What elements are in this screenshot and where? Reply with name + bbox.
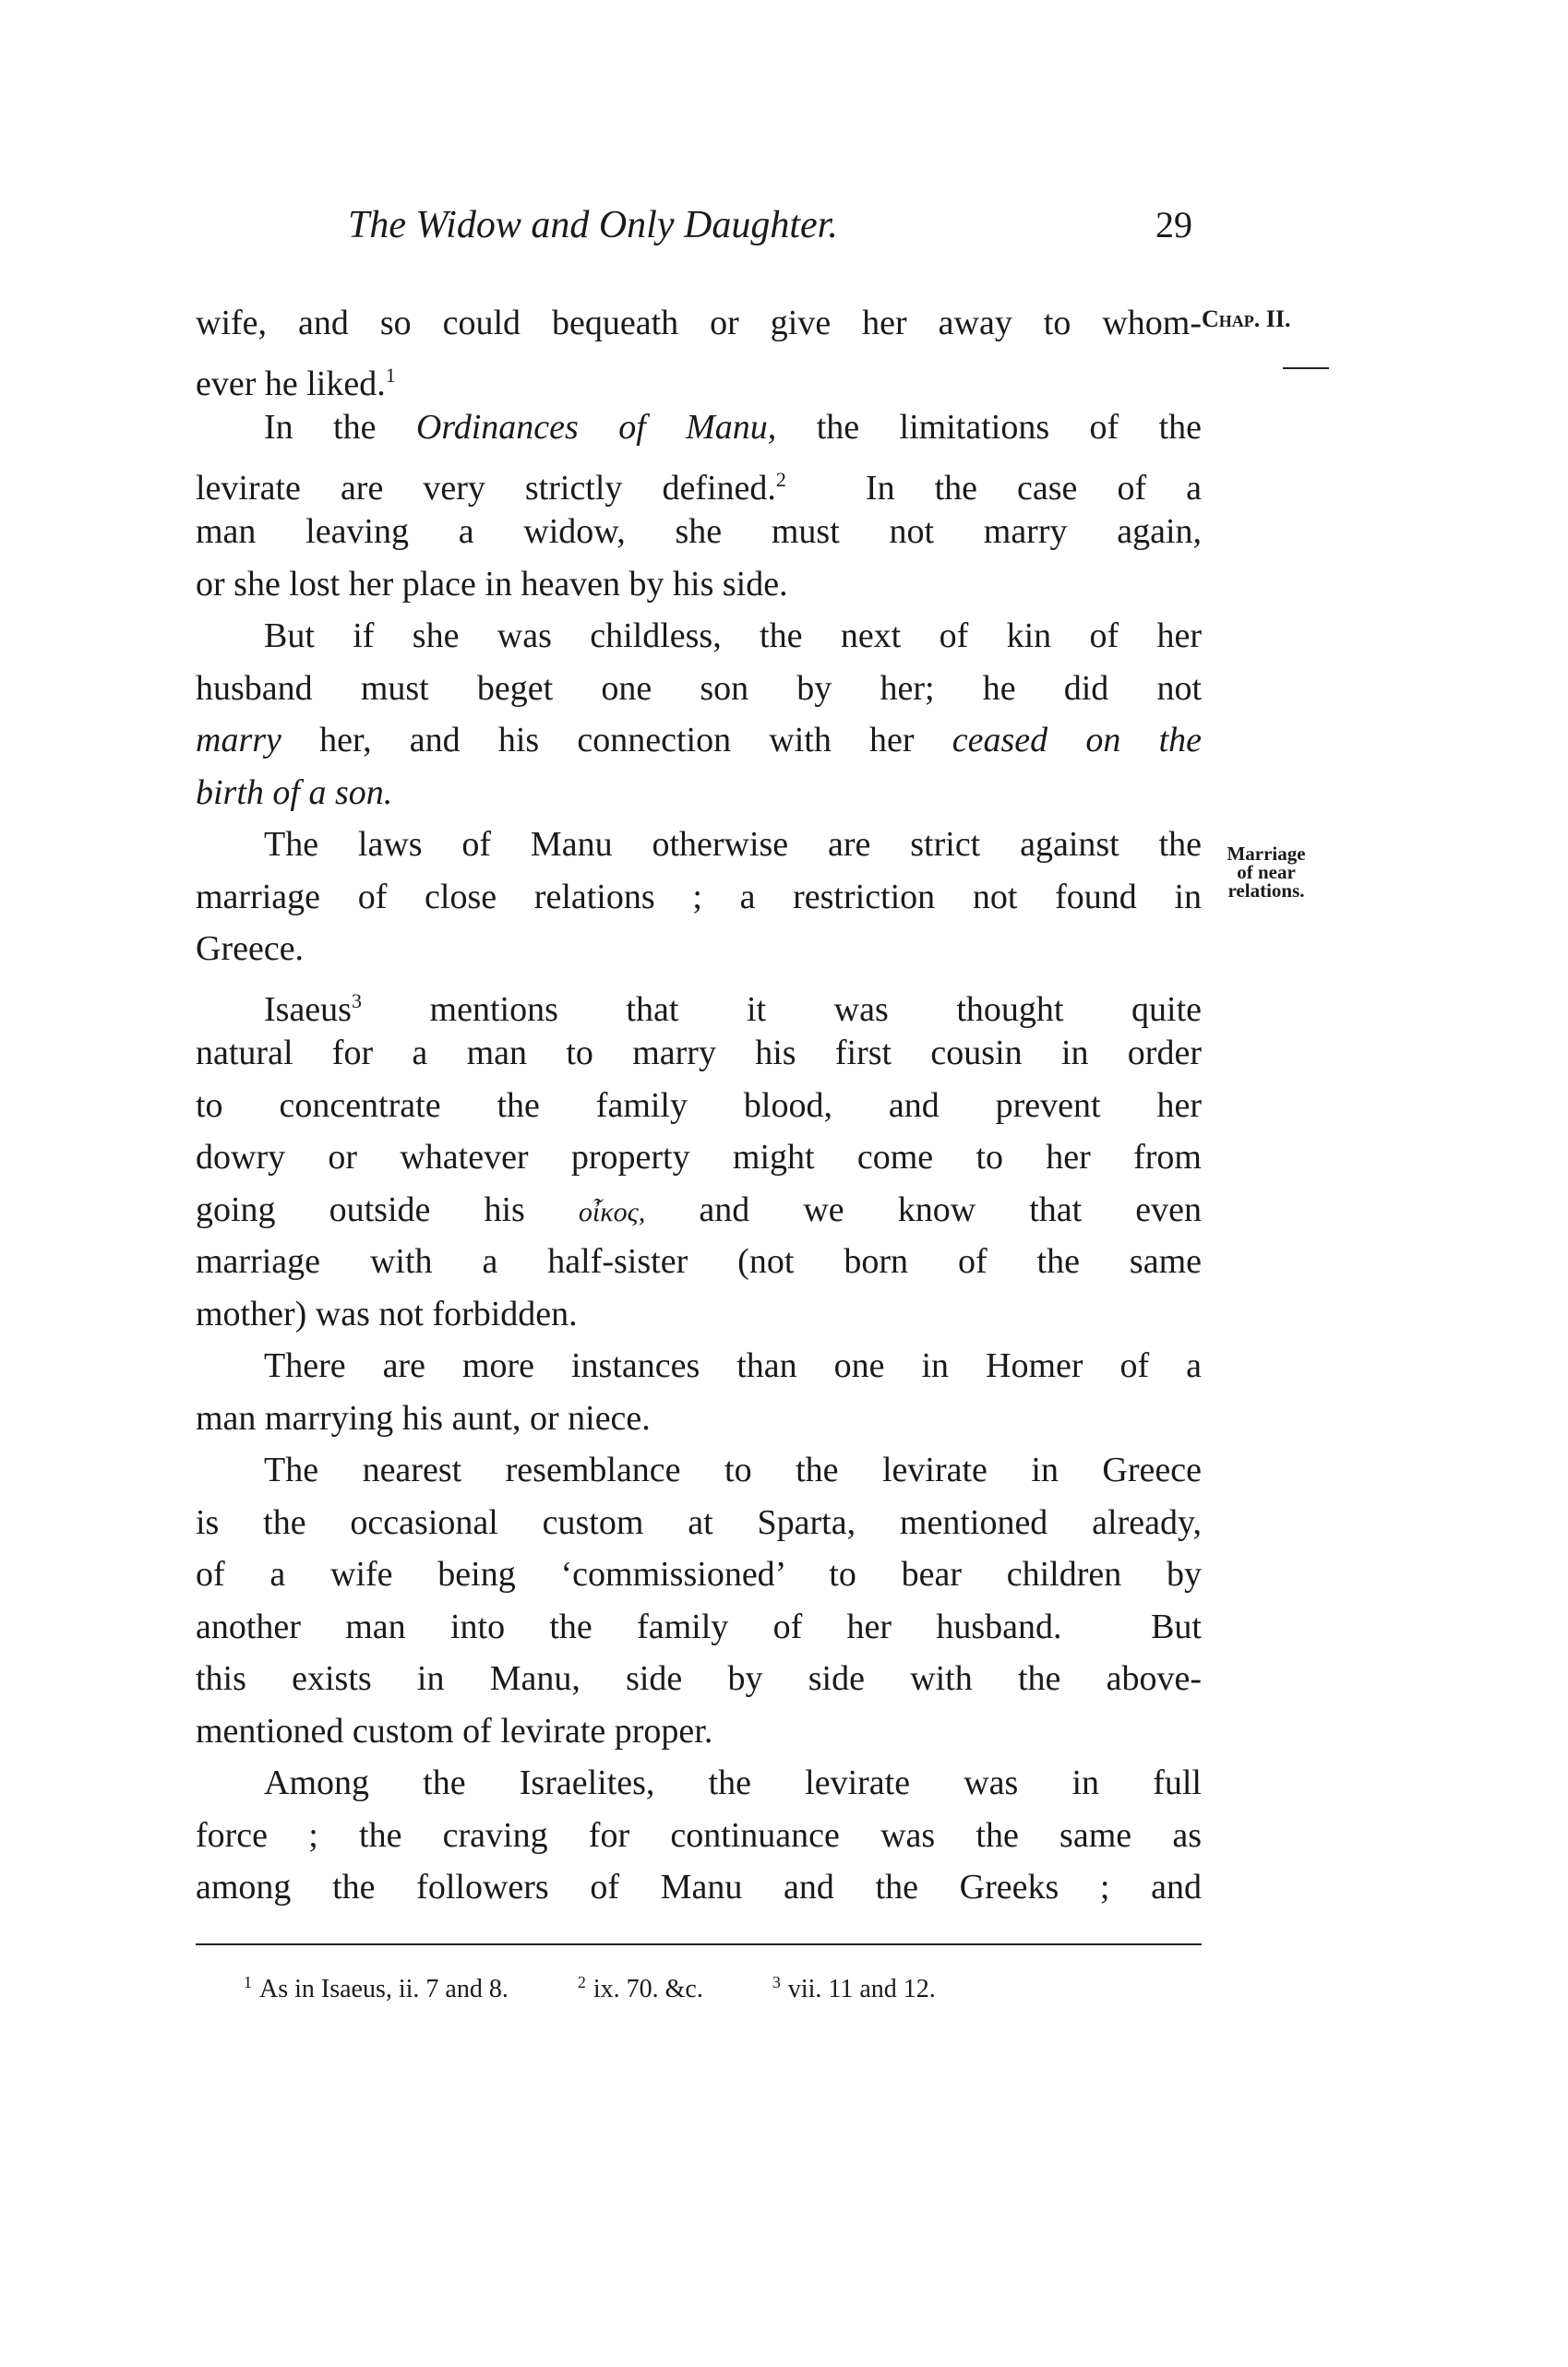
text-segment: mother) was not forbidden. bbox=[196, 1294, 578, 1333]
text-line bbox=[196, 1653, 1202, 1705]
footnote-rule bbox=[196, 1943, 1202, 1945]
footnote-text: ix. 70. &c. bbox=[592, 1975, 703, 2003]
footnotes bbox=[244, 1973, 999, 2004]
text-line bbox=[196, 767, 1202, 819]
text-line bbox=[196, 1027, 1202, 1080]
text-line bbox=[196, 714, 1202, 767]
text-line bbox=[196, 350, 1202, 402]
text-segment: οἶκος, bbox=[578, 1196, 646, 1227]
text-line bbox=[196, 819, 1202, 871]
text-segment: ceased on the bbox=[952, 721, 1202, 759]
text-line bbox=[196, 1288, 1202, 1341]
text-segment: The laws of Manu otherwise are strict against the bbox=[264, 825, 1202, 864]
text-segment: man marrying his aunt, or niece. bbox=[196, 1398, 651, 1438]
text-segment: to concentrate the family blood, and prevent her bbox=[196, 1085, 1202, 1125]
text-line bbox=[196, 1080, 1202, 1132]
running-title: The Widow and Only Daughter. bbox=[348, 204, 838, 246]
footnote-text: As in Isaeus, ii. 7 and 8. bbox=[259, 1975, 509, 2003]
text-line bbox=[196, 1705, 1202, 1758]
text-line bbox=[196, 1757, 1202, 1810]
chapter-rule bbox=[1283, 367, 1329, 369]
text-line bbox=[196, 1236, 1202, 1288]
text-segment: man leaving a widow, she must not marry again, bbox=[196, 512, 1202, 551]
chapter-margin-note: Chap. II. bbox=[1202, 305, 1291, 332]
margin-note-line: Marriage bbox=[1227, 843, 1306, 865]
text-segment: husband must beget one son by her; he did not bbox=[196, 668, 1202, 708]
text-segment: marry bbox=[196, 721, 281, 759]
text-line bbox=[196, 610, 1202, 663]
text-segment: mentions that it was thought quite bbox=[361, 989, 1202, 1029]
marriage-margin-note bbox=[1202, 844, 1331, 900]
text-line bbox=[196, 1861, 1202, 1914]
text-line bbox=[196, 663, 1202, 715]
text-segment: Ordinances of Manu, bbox=[415, 408, 777, 447]
text-line bbox=[196, 558, 1202, 611]
text-line bbox=[196, 401, 1202, 454]
body-text bbox=[196, 297, 1202, 1914]
text-segment: and we know that even bbox=[645, 1189, 1202, 1229]
footnote-mark: 2 bbox=[577, 1973, 586, 1991]
text-line bbox=[196, 454, 1202, 507]
text-line bbox=[196, 975, 1202, 1028]
footnote-reference: 3 bbox=[351, 988, 362, 1012]
text-segment: her, and his connection with her bbox=[281, 721, 952, 759]
text-segment: In the bbox=[264, 408, 416, 447]
text-line bbox=[196, 1548, 1202, 1601]
text-segment: marriage with a half-sister (not born of the same bbox=[196, 1242, 1202, 1281]
text-line bbox=[196, 1393, 1202, 1445]
text-line bbox=[196, 1601, 1202, 1654]
text-segment: The nearest resemblance to the levirate in Greece bbox=[264, 1451, 1202, 1489]
footnote-mark: 3 bbox=[772, 1973, 781, 1991]
text-line bbox=[196, 1340, 1202, 1393]
footnote bbox=[244, 1973, 509, 2004]
text-segment: Greece. bbox=[196, 929, 305, 968]
margin-note-line: relations. bbox=[1227, 879, 1305, 902]
text-line bbox=[196, 1131, 1202, 1184]
text-segment: wife, and so could bequeath or give her away to whom- bbox=[196, 304, 1202, 342]
text-segment: Isaeus bbox=[264, 989, 352, 1029]
text-line bbox=[196, 1444, 1202, 1497]
text-segment: another man into the family of her husband. But bbox=[196, 1607, 1202, 1646]
text-segment: mentioned custom of levirate proper. bbox=[196, 1711, 713, 1751]
text-segment: birth of a son. bbox=[196, 772, 393, 812]
footnote bbox=[772, 1973, 936, 2004]
text-segment: of a wife being ‘commissioned’ to bear children by bbox=[196, 1555, 1202, 1594]
text-segment: marriage of close relations ; a restriction not found in bbox=[196, 877, 1202, 916]
footnote-text: vii. 11 and 12. bbox=[787, 1975, 936, 2003]
text-segment: going outside his bbox=[196, 1189, 579, 1229]
text-line bbox=[196, 506, 1202, 558]
text-segment: this exists in Manu, side by side with the above- bbox=[196, 1659, 1202, 1698]
text-segment: among the followers of Manu and the Greeks ; and bbox=[196, 1868, 1202, 1907]
footnote-reference: 1 bbox=[385, 363, 396, 387]
text-line bbox=[196, 297, 1202, 350]
text-segment: is the occasional custom at Sparta, mentioned already, bbox=[196, 1502, 1202, 1542]
text-segment: But if she was childless, the next of kin of her bbox=[264, 616, 1202, 655]
text-segment: or she lost her place in heaven by his side. bbox=[196, 564, 788, 604]
text-line bbox=[196, 1497, 1202, 1549]
text-segment: force ; the craving for continuance was the same as bbox=[196, 1815, 1202, 1855]
text-segment: dowry or whatever property might come to her from bbox=[196, 1138, 1202, 1177]
text-segment: natural for a man to marry his first cousin in order bbox=[196, 1034, 1202, 1072]
footnote bbox=[578, 1973, 703, 2004]
text-segment: the limitations of the bbox=[776, 408, 1202, 447]
margin-note-line: of near bbox=[1237, 861, 1296, 883]
text-line bbox=[196, 923, 1202, 975]
text-segment: ever he liked. bbox=[196, 364, 386, 403]
footnote-mark: 1 bbox=[244, 1973, 252, 1991]
footnote-reference: 2 bbox=[775, 467, 786, 491]
page-number: 29 bbox=[1155, 204, 1192, 245]
text-segment: There are more instances than one in Homer of a bbox=[264, 1346, 1202, 1385]
text-line bbox=[196, 871, 1202, 924]
text-line bbox=[196, 1810, 1202, 1862]
text-segment: Among the Israelites, the levirate was in full bbox=[264, 1763, 1202, 1802]
text-segment: In the case of a bbox=[785, 468, 1202, 508]
text-line bbox=[196, 1184, 1202, 1237]
text-segment: levirate are very strictly defined. bbox=[196, 468, 776, 508]
